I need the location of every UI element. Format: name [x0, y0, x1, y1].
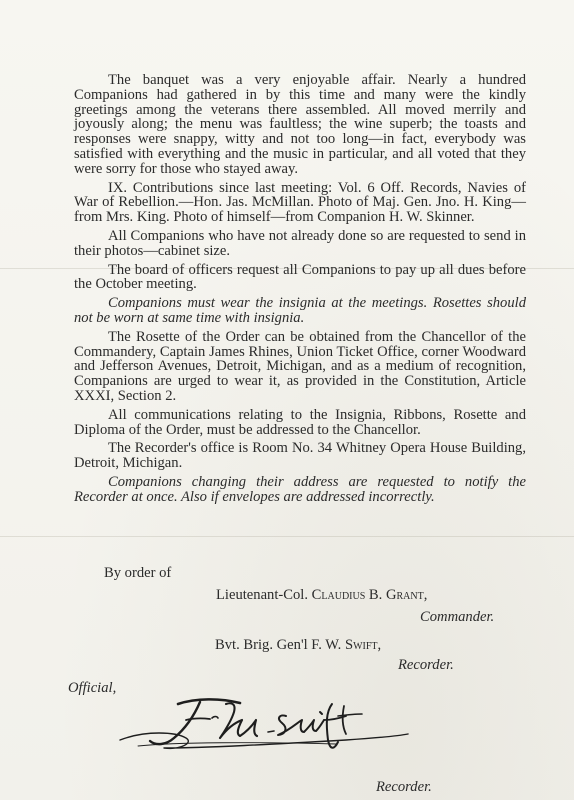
commander-line [216, 587, 427, 604]
paragraph-recorder-office: The Recorder's office is Room No. 34 Whitney Opera House Building, Detroit, Michigan. [74, 440, 526, 472]
paragraph-contributions: IX. Contributions since last meeting: Vol. 6 Off. Records, Navies of War of Rebellion.—Hon. Jas. McMillan. Photo of Maj. Gen. Jno. H. King—from Mrs. King. Photo of himself—from Companion H. W. Skinner. [74, 179, 526, 226]
commander-rank: Lieutenant-Col. [216, 587, 312, 603]
by-order-line: By order of [104, 565, 172, 581]
recorder-title: Recorder. [398, 657, 454, 673]
paragraph-photos: All Companions who have not already done so are requested to send in their photos—cabinet size. [74, 227, 526, 259]
handwritten-signature [116, 690, 416, 760]
recorder-rank: Bvt. Brig. Gen'l F. W. [215, 637, 345, 653]
body-text [74, 73, 526, 509]
commander-name: Claudius B. Grant [311, 587, 424, 603]
paragraph-insignia: Companions must wear the insignia at the meetings. Rosettes should not be worn at same time with insignia. [74, 295, 526, 326]
commander-title: Commander. [420, 609, 495, 625]
paragraph-address-change: Companions changing their address are requested to notify the Recorder at once. Also if envelopes are addressed incorrectly. [74, 473, 526, 505]
paragraph-dues: The board of officers request all Companions to pay up all dues before the October meeting. [74, 261, 526, 293]
paragraph-banquet: The banquet was a very enjoyable affair. Nearly a hundred Companions had gathered in by this time and many were the kindly greetings among the veterans there assembled. All moved merrily and joyously along; the menu was faultless; the wine superb; the toasts and responses were snappy, witty and not too long—in fact, everybody was satisfied with everything and the music in particular, and all voted that they were sorry for those who stayed away. [74, 72, 526, 177]
paragraph-communications: All communications relating to the Insignia, Ribbons, Rosette and Diploma of the Order, must be addressed to the Chancellor. [74, 406, 526, 438]
official-label: Official, [68, 680, 117, 696]
final-recorder-title: Recorder. [376, 779, 432, 795]
recorder-comma: , [377, 637, 382, 653]
paragraph-rosette: The Rosette of the Order can be obtained from the Chancellor of the Commandery, Captain James Rhines, Union Ticket Office, corner Woodward and Jefferson Avenues, Detroit, Michigan, and as a medium of recognition, Companions are urged to wear it, as provided in the Constitution, Article XXXI, Section 2. [74, 328, 526, 404]
paper-fold [0, 536, 574, 537]
recorder-line [215, 637, 381, 654]
commander-comma: , [423, 587, 428, 603]
recorder-name: Swift [344, 637, 378, 653]
